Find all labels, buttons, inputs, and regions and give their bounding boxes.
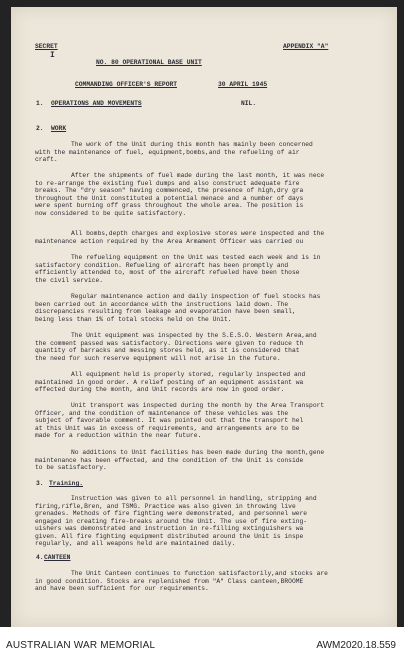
text-line: All equipment held is properly stored, regularly inspected and xyxy=(71,371,306,378)
text-line: maintenance action required by the Area Armament Officer was carried ou xyxy=(35,237,304,245)
text-line: Regular maintenance action and daily inspection of fuel stocks has xyxy=(71,293,321,300)
archive-footer xyxy=(0,627,404,653)
paragraph-work-overview xyxy=(35,141,397,164)
paragraph-training xyxy=(35,495,397,548)
text-line: and have been sufficient for our requirements. xyxy=(35,585,209,592)
text-line: been carried out in accordance with the instructions laid down. The xyxy=(35,300,289,308)
text-line: at this Unit was in excess of requirements, and arrangements are to be xyxy=(35,424,300,432)
text-line: the comment passed was satisfactory. Directions were given to reduce th xyxy=(35,339,304,347)
text-line: engaged in creating fire-breaks around the Unit. The use of fire exting- xyxy=(35,517,308,525)
paragraph-transport xyxy=(35,402,397,440)
text-line: to be satisfactory. xyxy=(35,464,107,471)
paragraph-refueling xyxy=(35,254,397,284)
text-line: The Unit Canteen continues to function satisfactorily,and stocks are xyxy=(71,570,328,577)
report-title: COMMANDING OFFICER'S REPORT xyxy=(75,81,178,88)
paragraph-equipment-inspection xyxy=(35,332,397,362)
section-3-number: 3. xyxy=(36,480,44,487)
text-line: throughout the Unit constituted a potential menace and a number of days xyxy=(35,194,304,202)
text-line: The refueling equipment on the Unit was tested each week and is in xyxy=(71,254,321,261)
text-line: subject of favorable comment. It was pointed out that the transport hel xyxy=(35,417,304,424)
paragraph-fuel-dumps xyxy=(35,172,397,217)
text-line: to re-arrange the existing fuel dumps and also construct adequate fire xyxy=(35,179,300,187)
paragraph-equipment-storage xyxy=(35,371,397,394)
section-2-heading: WORK xyxy=(51,125,67,132)
text-line: the need for such reserve equipment will not arise in the future. xyxy=(35,354,281,362)
text-line: effected during the month, and Unit records are now in good order. xyxy=(35,386,285,393)
accession-number: AWM2020.18.559 xyxy=(316,640,396,651)
paragraph-bombs xyxy=(35,230,397,245)
section-1-number: 1. xyxy=(36,100,44,107)
archive-name: AUSTRALIAN WAR MEMORIAL xyxy=(6,640,156,651)
text-line: All bombs,depth charges and explosive stores were inspected and the xyxy=(71,230,325,237)
text-line: maintained in good order. A relief posting of an equipment assistant wa xyxy=(35,378,304,386)
text-line: breaks. The "dry season" having commenced, the presence of high,dry gra xyxy=(35,187,304,194)
text-line: with the maintenance of fuel, equipment,bombs,and the refueling of air xyxy=(35,148,300,156)
paragraph-facilities xyxy=(35,449,397,472)
section-4-heading: CANTEEN xyxy=(44,554,71,561)
section-2-number: 2. xyxy=(36,125,44,132)
document-page xyxy=(11,7,397,627)
section-4-number: 4. xyxy=(36,554,44,561)
folio-mark: I xyxy=(50,51,55,60)
text-line: given. All fire fighting equipment distributed around the Unit is inspe xyxy=(35,532,304,540)
text-line: discrepancies resulting from leakage and evaporation have been small, xyxy=(35,308,296,315)
text-line: Officer, and the condition of maintenance of these vehicles was the xyxy=(35,409,289,417)
text-line: firing,rifle,Bren, and TSMG. Practice was also given in throwing live xyxy=(35,502,296,510)
text-line: maintenance has been effected, and the condition of the Unit is conside xyxy=(35,456,304,464)
report-date: 30 APRIL 1945 xyxy=(218,81,268,88)
text-line: satisfactory condition. Refueling of aircraft has been promptly and xyxy=(35,261,289,269)
text-line: made for a reduction within the near future. xyxy=(35,432,202,439)
unit-title: NO. 80 OPERATIONAL BASE UNIT xyxy=(96,59,202,66)
paragraph-canteen xyxy=(35,570,397,593)
text-line: uishers was demonstrated and instruction in re-filling extinguishers wa xyxy=(35,525,304,532)
text-line: Instruction was given to all personnel in handling, stripping and xyxy=(71,495,317,502)
text-line: were spent burning off grass throughout the whole area. The position is xyxy=(35,202,304,209)
text-line: in good condition. Stocks are replenished from "A" Class canteen,BROOME xyxy=(35,577,304,585)
text-line: The Unit equipment was inspected by the S.E.S.O. Western Area,and xyxy=(71,332,317,339)
text-line: No additions to Unit facilities has been made during the month,gene xyxy=(71,449,325,456)
text-line: efficiently attended to, most of the aircraft refueled have been those xyxy=(35,269,300,276)
appendix-label: APPENDIX "A" xyxy=(283,43,329,50)
text-line: The work of the Unit during this month has mainly been concerned xyxy=(71,141,313,148)
text-line: being less than 1% of total stocks held on the Unit. xyxy=(35,315,232,323)
text-line: After the shipments of fuel made during the last month, it was nece xyxy=(71,172,325,179)
report-body xyxy=(11,7,397,627)
text-line: craft. xyxy=(35,156,58,163)
section-3-heading: Training. xyxy=(49,480,84,487)
section-1-value: NIL. xyxy=(241,100,257,107)
text-line: Unit transport was inspected during the month by the Area Transport xyxy=(71,402,325,409)
paragraph-fuel-stocks xyxy=(35,293,397,323)
text-line: quantity of barracks and messing stores held, as it is considered that xyxy=(35,347,300,354)
text-line: the civil service. xyxy=(35,276,104,284)
text-line: grenades. Methods of fire fighting were demonstrated, and personnel were xyxy=(35,510,308,517)
text-line: now considered to be quite satisfactory. xyxy=(35,209,187,217)
section-1-heading: OPERATIONS AND MOVEMENTS xyxy=(51,100,142,107)
classification-label: SECRET xyxy=(35,43,58,50)
text-line: regularly, and all weapons held are maintained daily. xyxy=(35,540,236,547)
